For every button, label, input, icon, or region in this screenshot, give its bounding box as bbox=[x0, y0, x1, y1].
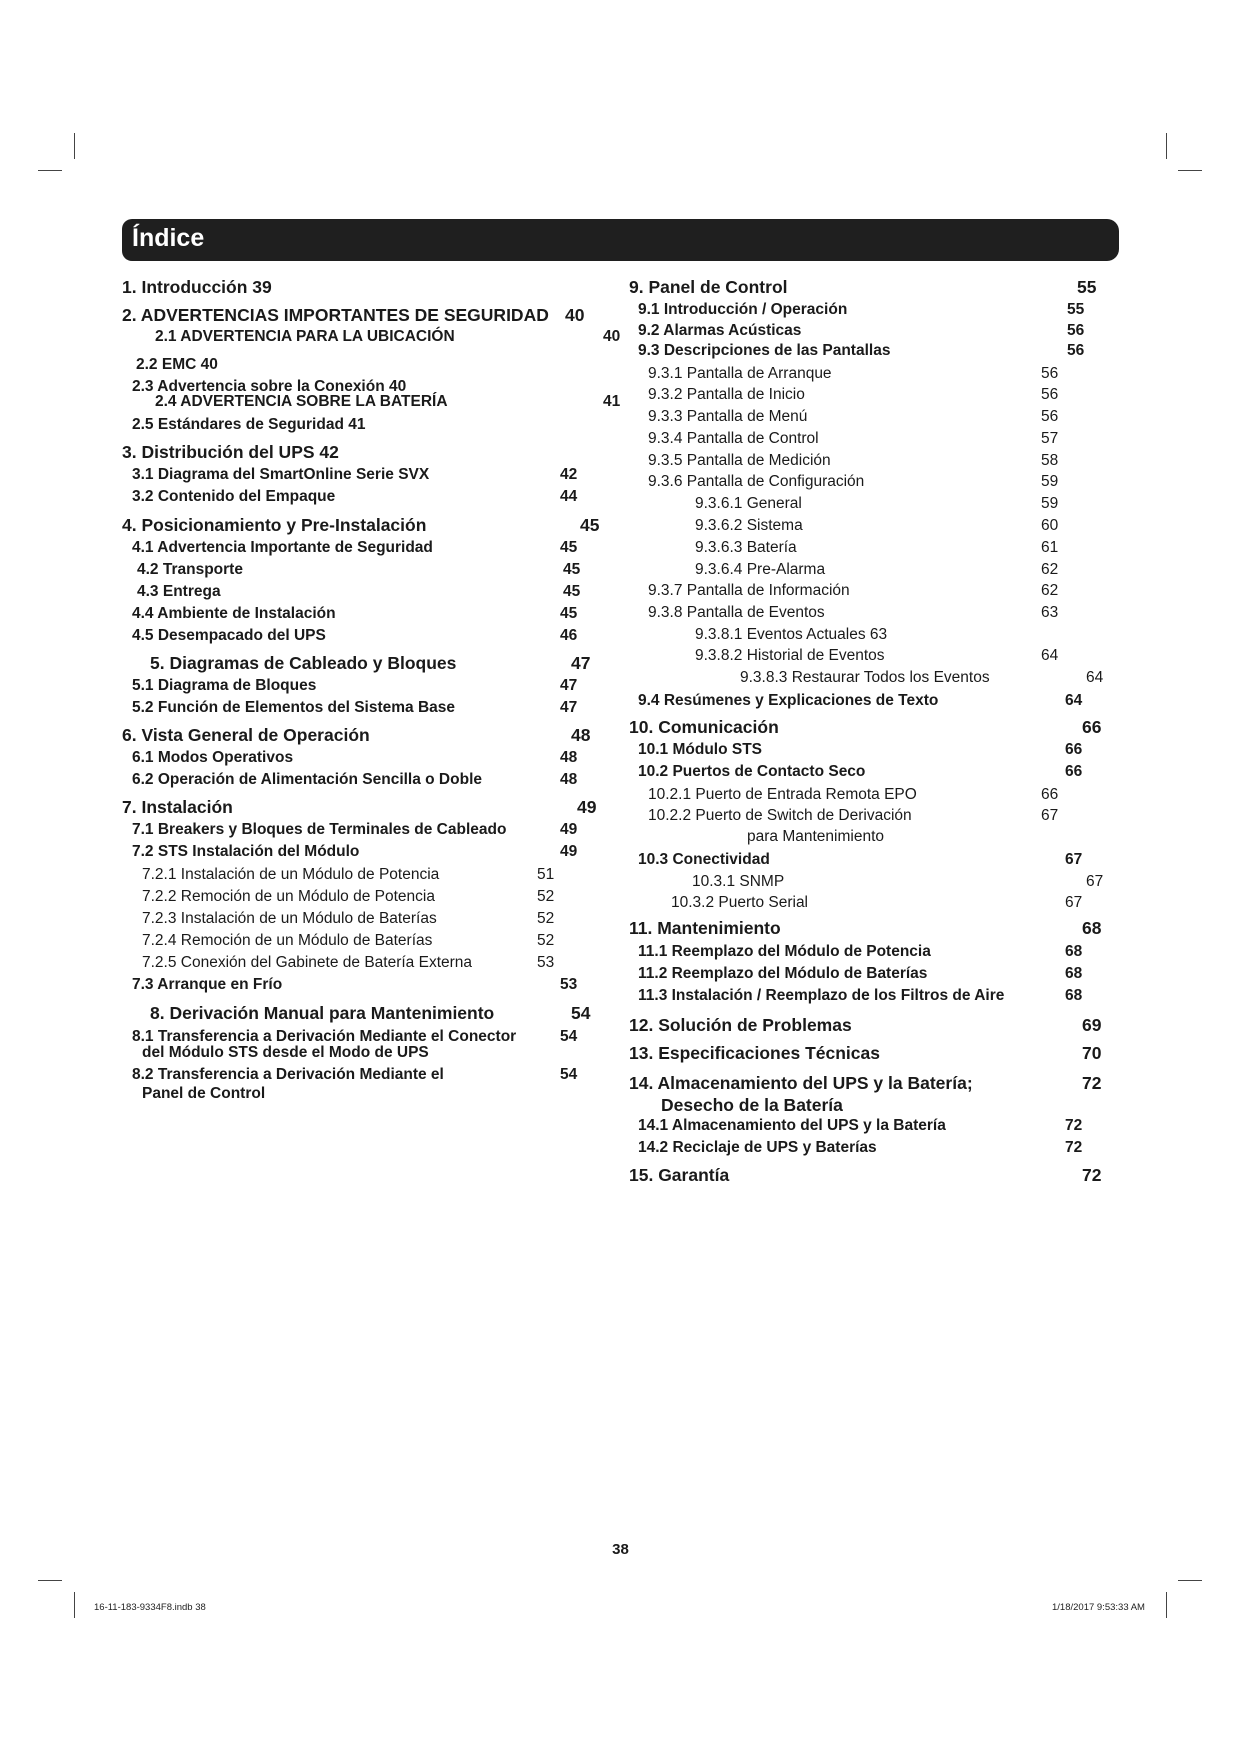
toc-entry-title: 10.3 Conectividad bbox=[638, 851, 770, 868]
toc-entry-title: 11.2 Reemplazo del Módulo de Baterías bbox=[638, 965, 928, 982]
toc-entry-title: 4.2 Transporte bbox=[137, 561, 243, 578]
toc-entry-page: 48 bbox=[571, 725, 591, 745]
toc-entry-title: 7.2.2 Remoción de un Módulo de Potencia bbox=[142, 888, 435, 905]
toc-entry-page: 70 bbox=[1082, 1043, 1102, 1063]
toc-entry-page: 66 bbox=[1041, 786, 1059, 803]
toc-entry-page: 52 bbox=[537, 932, 555, 949]
toc-entry-title: 2. ADVERTENCIAS IMPORTANTES DE SEGURIDAD bbox=[122, 305, 549, 325]
toc-entry-title: 9.3.8 Pantalla de Eventos bbox=[648, 604, 825, 621]
toc-entry-title: 3.2 Contenido del Empaque bbox=[132, 488, 336, 505]
footer-date: 1/18/2017 9:53:33 AM bbox=[1052, 1602, 1145, 1613]
toc-entry-title: 15. Garantía bbox=[629, 1165, 730, 1185]
toc-entry-title: 4.3 Entrega bbox=[137, 583, 221, 600]
crop-mark bbox=[38, 170, 62, 171]
toc-entry-title: 6.1 Modos Operativos bbox=[132, 749, 294, 766]
toc-entry-page: 49 bbox=[577, 797, 597, 817]
toc-entry-title: 9.3.6.2 Sistema bbox=[695, 517, 803, 534]
toc-entry-title: 7. Instalación bbox=[122, 797, 233, 817]
toc-entry-page: 45 bbox=[560, 539, 578, 556]
toc-entry-page: 69 bbox=[1082, 1015, 1102, 1035]
toc-entry-page: 64 bbox=[1065, 692, 1083, 709]
toc-entry-title: 9.3 Descripciones de las Pantallas bbox=[638, 342, 891, 359]
toc-entry-title: 4.1 Advertencia Importante de Seguridad bbox=[132, 539, 433, 556]
toc-entry-page: 52 bbox=[537, 888, 555, 905]
crop-mark bbox=[1166, 133, 1167, 159]
toc-entry-title: 9.3.8.1 Eventos Actuales 63 bbox=[695, 626, 888, 643]
toc-entry-page: 44 bbox=[560, 488, 578, 505]
toc-entry-title: 2.1 ADVERTENCIA PARA LA UBICACIÓN bbox=[155, 328, 455, 345]
toc-entry-title: 2.5 Estándares de Seguridad 41 bbox=[132, 416, 366, 433]
toc-entry-title: 2.2 EMC 40 bbox=[136, 356, 218, 373]
toc-entry-page: 68 bbox=[1065, 943, 1083, 960]
toc-entry-page: 68 bbox=[1082, 918, 1102, 938]
toc-entry-page: 57 bbox=[1041, 430, 1059, 447]
toc-entry-page: 64 bbox=[1086, 669, 1104, 686]
toc-entry-page: 41 bbox=[603, 393, 621, 410]
toc-entry-page: 40 bbox=[603, 328, 621, 345]
toc-entry-page: 45 bbox=[580, 515, 600, 535]
toc-entry-title: 5.2 Función de Elementos del Sistema Base bbox=[132, 699, 456, 716]
toc-entry-title: 4.4 Ambiente de Instalación bbox=[132, 605, 336, 622]
toc-entry-page: 47 bbox=[560, 677, 578, 694]
toc-entry-page: 58 bbox=[1041, 452, 1059, 469]
toc-entry-title: 9.3.2 Pantalla de Inicio bbox=[648, 386, 805, 403]
toc-entry-page: 54 bbox=[560, 1028, 578, 1045]
toc-entry-page: 66 bbox=[1065, 741, 1083, 758]
toc-entry-title: 8.2 Transferencia a Derivación Mediante el bbox=[132, 1066, 444, 1083]
toc-entry-title: 2.3 Advertencia sobre la Conexión 40 bbox=[132, 378, 407, 395]
toc-entry-title: 9.3.8.2 Historial de Eventos bbox=[695, 647, 885, 664]
toc-entry-title: 10.2 Puertos de Contacto Seco bbox=[638, 763, 866, 780]
toc-entry-title: 10.2.2 Puerto de Switch de Derivación bbox=[648, 807, 912, 824]
toc-entry-page: 62 bbox=[1041, 561, 1059, 578]
toc-entry-title: 7.2.5 Conexión del Gabinete de Batería Externa bbox=[142, 954, 473, 971]
page-number: 38 bbox=[612, 1541, 629, 1558]
toc-entry-page: 55 bbox=[1067, 301, 1085, 318]
toc-entry-title: 9.3.1 Pantalla de Arranque bbox=[648, 365, 832, 382]
toc-entry-title: Panel de Control bbox=[142, 1085, 266, 1102]
toc-entry-title: 9.3.6.1 General bbox=[695, 495, 802, 512]
toc-entry-title: 9.1 Introducción / Operación bbox=[638, 301, 848, 318]
toc-entry-page: 67 bbox=[1065, 851, 1083, 868]
toc-entry-page: 45 bbox=[563, 561, 581, 578]
toc-entry-title: 10.1 Módulo STS bbox=[638, 741, 763, 758]
toc-entry-page: 67 bbox=[1065, 894, 1083, 911]
toc-entry-title: 3. Distribución del UPS 42 bbox=[122, 442, 339, 462]
index-heading-bar bbox=[122, 219, 1119, 261]
toc-entry-title: 8.1 Transferencia a Derivación Mediante el Conector bbox=[132, 1028, 517, 1045]
crop-mark bbox=[1166, 1592, 1167, 1618]
toc-entry-page: 68 bbox=[1065, 987, 1083, 1004]
index-heading: Índice bbox=[132, 224, 205, 252]
toc-entry-title: 7.2.3 Instalación de un Módulo de Baterías bbox=[142, 910, 437, 927]
toc-entry-title: 9.3.8.3 Restaurar Todos los Eventos bbox=[740, 669, 990, 686]
toc-entry-title: 7.3 Arranque en Frío bbox=[132, 976, 283, 993]
toc-entry-title: 5.1 Diagrama de Bloques bbox=[132, 677, 317, 694]
toc-entry-page: 66 bbox=[1082, 717, 1102, 737]
toc-entry-title: 6.2 Operación de Alimentación Sencilla o Doble bbox=[132, 771, 482, 788]
toc-entry-page: 59 bbox=[1041, 495, 1059, 512]
toc-entry-title: 9.3.5 Pantalla de Medición bbox=[648, 452, 831, 469]
toc-entry-page: 63 bbox=[1041, 604, 1059, 621]
toc-entry-page: 61 bbox=[1041, 539, 1059, 556]
toc-entry-title: para Mantenimiento bbox=[747, 828, 884, 845]
toc-entry-page: 66 bbox=[1065, 763, 1083, 780]
toc-entry-title: 9.3.6 Pantalla de Configuración bbox=[648, 473, 865, 490]
toc-entry-title: 7.2 STS Instalación del Módulo bbox=[132, 843, 360, 860]
toc-entry-page: 49 bbox=[560, 821, 578, 838]
toc-entry-title: 8. Derivación Manual para Mantenimiento bbox=[150, 1003, 495, 1023]
toc-entry-page: 62 bbox=[1041, 582, 1059, 599]
toc-entry-page: 40 bbox=[565, 305, 585, 325]
toc-entry-title: 6. Vista General de Operación bbox=[122, 725, 370, 745]
crop-mark bbox=[1178, 1580, 1202, 1581]
toc-entry-title: 7.2.4 Remoción de un Módulo de Baterías bbox=[142, 932, 433, 949]
toc-entry-page: 54 bbox=[560, 1066, 578, 1083]
toc-entry-title: 10. Comunicación bbox=[629, 717, 779, 737]
toc-entry-page: 56 bbox=[1041, 386, 1059, 403]
toc-entry-title: del Módulo STS desde el Modo de UPS bbox=[142, 1044, 429, 1061]
toc-entry-page: 51 bbox=[537, 866, 555, 883]
toc-entry-page: 45 bbox=[563, 583, 581, 600]
toc-entry-title: 9.3.6.3 Batería bbox=[695, 539, 797, 556]
toc-entry-title: 9. Panel de Control bbox=[629, 277, 788, 297]
toc-entry-title: 9.3.7 Pantalla de Información bbox=[648, 582, 850, 599]
toc-entry-title: 9.2 Alarmas Acústicas bbox=[638, 322, 802, 339]
toc-entry-page: 72 bbox=[1065, 1117, 1083, 1134]
toc-entry-title: 2.4 ADVERTENCIA SOBRE LA BATERÍA bbox=[155, 393, 448, 410]
toc-entry-page: 56 bbox=[1041, 408, 1059, 425]
toc-entry-page: 47 bbox=[560, 699, 578, 716]
toc-entry-page: 52 bbox=[537, 910, 555, 927]
toc-entry-title: 14.1 Almacenamiento del UPS y la Batería bbox=[638, 1117, 946, 1134]
toc-entry-title: 4. Posicionamiento y Pre-Instalación bbox=[122, 515, 427, 535]
toc-entry-title: 14.2 Reciclaje de UPS y Baterías bbox=[638, 1139, 877, 1156]
toc-entry-title: 7.1 Breakers y Bloques de Terminales de Cableado bbox=[132, 821, 507, 838]
toc-entry-page: 42 bbox=[560, 466, 578, 483]
toc-entry-page: 72 bbox=[1082, 1073, 1102, 1093]
toc-entry-page: 59 bbox=[1041, 473, 1059, 490]
toc-entry-title: 4.5 Desempacado del UPS bbox=[132, 627, 326, 644]
toc-entry-page: 53 bbox=[537, 954, 555, 971]
toc-entry-title: 9.3.6.4 Pre-Alarma bbox=[695, 561, 826, 578]
toc-entry-title: 10.3.1 SNMP bbox=[692, 873, 785, 890]
toc-entry-title: 10.2.1 Puerto de Entrada Remota EPO bbox=[648, 786, 917, 803]
crop-mark bbox=[38, 1580, 62, 1581]
toc-entry-page: 46 bbox=[560, 627, 578, 644]
toc-entry-page: 64 bbox=[1041, 647, 1059, 664]
footer-file: 16-11-183-9334F8.indb 38 bbox=[94, 1602, 206, 1613]
toc-entry-page: 54 bbox=[571, 1003, 591, 1023]
toc-entry-title: 5. Diagramas de Cableado y Bloques bbox=[150, 653, 457, 673]
toc-entry-title: 9.4 Resúmenes y Explicaciones de Texto bbox=[638, 692, 939, 709]
toc-entry-page: 60 bbox=[1041, 517, 1059, 534]
toc-entry-title: 10.3.2 Puerto Serial bbox=[671, 894, 809, 911]
toc-entry-page: 72 bbox=[1065, 1139, 1083, 1156]
toc-entry-title: 9.3.3 Pantalla de Menú bbox=[648, 408, 808, 425]
toc-entry-title: 3.1 Diagrama del SmartOnline Serie SVX bbox=[132, 466, 430, 483]
toc-entry-title: 12. Solución de Problemas bbox=[629, 1015, 852, 1035]
toc-entry-page: 67 bbox=[1086, 873, 1104, 890]
toc-entry-title: 11.1 Reemplazo del Módulo de Potencia bbox=[638, 943, 931, 960]
toc-entry-page: 55 bbox=[1077, 277, 1097, 297]
toc-entry-page: 56 bbox=[1067, 342, 1085, 359]
toc-entry-page: 45 bbox=[560, 605, 578, 622]
toc-entry-page: 72 bbox=[1082, 1165, 1102, 1185]
toc-entry-title: 7.2.1 Instalación de un Módulo de Potencia bbox=[142, 866, 440, 883]
toc-entry-title: 1. Introducción 39 bbox=[122, 277, 272, 297]
toc-entry-title: 11. Mantenimiento bbox=[629, 918, 781, 938]
toc-entry-page: 56 bbox=[1041, 365, 1059, 382]
toc-entry-title: 9.3.4 Pantalla de Control bbox=[648, 430, 819, 447]
toc-entry-page: 53 bbox=[560, 976, 578, 993]
toc-entry-title: 14. Almacenamiento del UPS y la Batería; bbox=[629, 1073, 973, 1093]
toc-entry-page: 56 bbox=[1067, 322, 1085, 339]
toc-entry-page: 48 bbox=[560, 771, 578, 788]
crop-mark bbox=[74, 133, 75, 159]
toc-entry-title: 13. Especificaciones Técnicas bbox=[629, 1043, 880, 1063]
toc-entry-page: 49 bbox=[560, 843, 578, 860]
toc-entry-page: 48 bbox=[560, 749, 578, 766]
toc-entry-title: Desecho de la Batería bbox=[661, 1095, 843, 1115]
crop-mark bbox=[1178, 170, 1202, 171]
toc-entry-page: 67 bbox=[1041, 807, 1059, 824]
toc-entry-page: 47 bbox=[571, 653, 591, 673]
toc-entry-page: 68 bbox=[1065, 965, 1083, 982]
crop-mark bbox=[74, 1592, 75, 1618]
toc-entry-title: 11.3 Instalación / Reemplazo de los Filtros de Aire bbox=[638, 987, 1005, 1004]
